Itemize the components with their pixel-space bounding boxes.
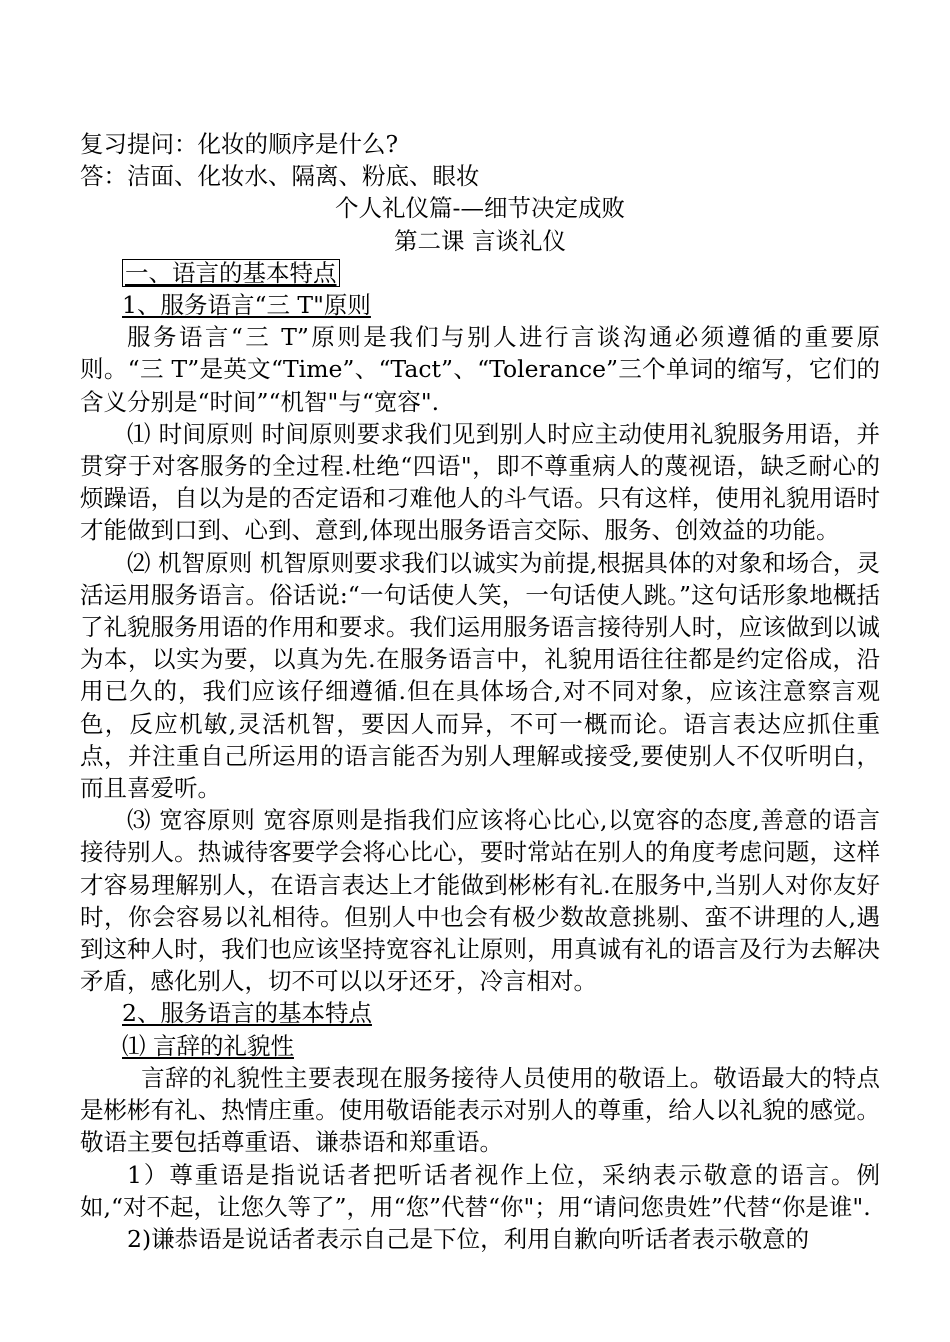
subsection-heading-1: 1、服务语言“三 T"原则 <box>122 291 371 320</box>
paragraph-respect-language: 1）尊重语是指说话者把听话者视作上位，采纳表示敬意的语言。例如,“对不起，让您久等了”，用“您”代替“你"；用“请问您贵姓”代替“你是谁". <box>80 1160 880 1221</box>
review-question: 复习提问：化妆的顺序是什么? <box>80 130 399 158</box>
paragraph-tolerance-principle: ⑶ 宽容原则 宽容原则是指我们应该将心比心,以宽容的态度,善意的语言接待别人。热诚待客要学会将心比心，要时常站在别人的角度考虑问题，这样才容易理解别人，在语言表达上才能做到彬彬有礼.在服务中,当别人对你友好时，你会容易以礼相待。但别人中也会有极少数故意挑剔、蛮不讲理的人,遇到这种人时，我们也应该坚持宽容礼让原则，用真诚有礼的语言及行为去解决矛盾，感化别人，切不可以以牙还牙，冷言相对。 <box>80 806 880 996</box>
paragraph-tact-principle: ⑵ 机智原则 机智原则要求我们以诚实为前提,根据具体的对象和场合，灵活运用服务语言。俗话说:“一句话使人笑，一句话使人跳。”这句话形象地概括了礼貌服务用语的作用和要求。我们运用服务语言接待别人时，应该做到以诚为本，以实为要，以真为先.在服务语言中，礼貌用语往往都是约定俗成，沿用已久的，我们应该仔细遵循.但在具体场合,对不同对象，应该注意察言观色，反应机敏,灵活机智，要因人而异，不可一概而论。语言表达应抓住重点，并注重自己所运用的语言能否为别人理解或接受,要使别人不仅听明白，而且喜爱听。 <box>80 548 880 803</box>
paragraph-three-t: 服务语言“三 T”原则是我们与别人进行言谈沟通必须遵循的重要原则。“三 T”是英文“Time”、“Tact”、“Tolerance”三个单词的缩写，它们的含义分别是“时间”“机智"与“宽容". <box>80 323 880 416</box>
review-answer: 答：洁面、化妆水、隔离、粉底、眼妆 <box>80 162 480 191</box>
lesson-title: 第二课 言谈礼仪 <box>394 226 566 255</box>
chapter-title: 个人礼仪篇-—细节决定成败 <box>335 194 625 223</box>
paragraph-humble-language: 2)谦恭语是说话者表示自己是下位，利用自歉向听话者表示敬意的 <box>127 1224 810 1253</box>
section-heading-1-text: 一、语言的基本特点 <box>122 259 340 287</box>
subsection-heading-2-1-wrap <box>80 1030 880 1062</box>
paragraph-politeness: 言辞的礼貌性主要表现在服务接待人员使用的敬语上。敬语最大的特点是彬彬有礼、热情庄重。使用敬语能表示对别人的尊重，给人以礼貌的感觉。敬语主要包括尊重语、谦恭语和郑重语。 <box>80 1063 880 1157</box>
paragraph-time-principle: ⑴ 时间原则 时间原则要求我们见到别人时应主动使用礼貌服务用语，并贯穿于对客服务的全过程.杜绝“四语"，即不尊重病人的蔑视语，缺乏耐心的烦躁语，自以为是的否定语和刁难他人的斗气语。只有这样，使用礼貌用语时才能做到口到、心到、意到,体现出服务语言交际、服务、创效益的功能。 <box>80 419 880 545</box>
subsection-heading-2: 2、服务语言的基本特点 <box>122 999 372 1028</box>
subsection-heading-2-1: ⑴ 言辞的礼貌性 <box>122 1031 294 1060</box>
section-heading-1 <box>80 257 880 289</box>
document-page <box>80 128 880 1255</box>
